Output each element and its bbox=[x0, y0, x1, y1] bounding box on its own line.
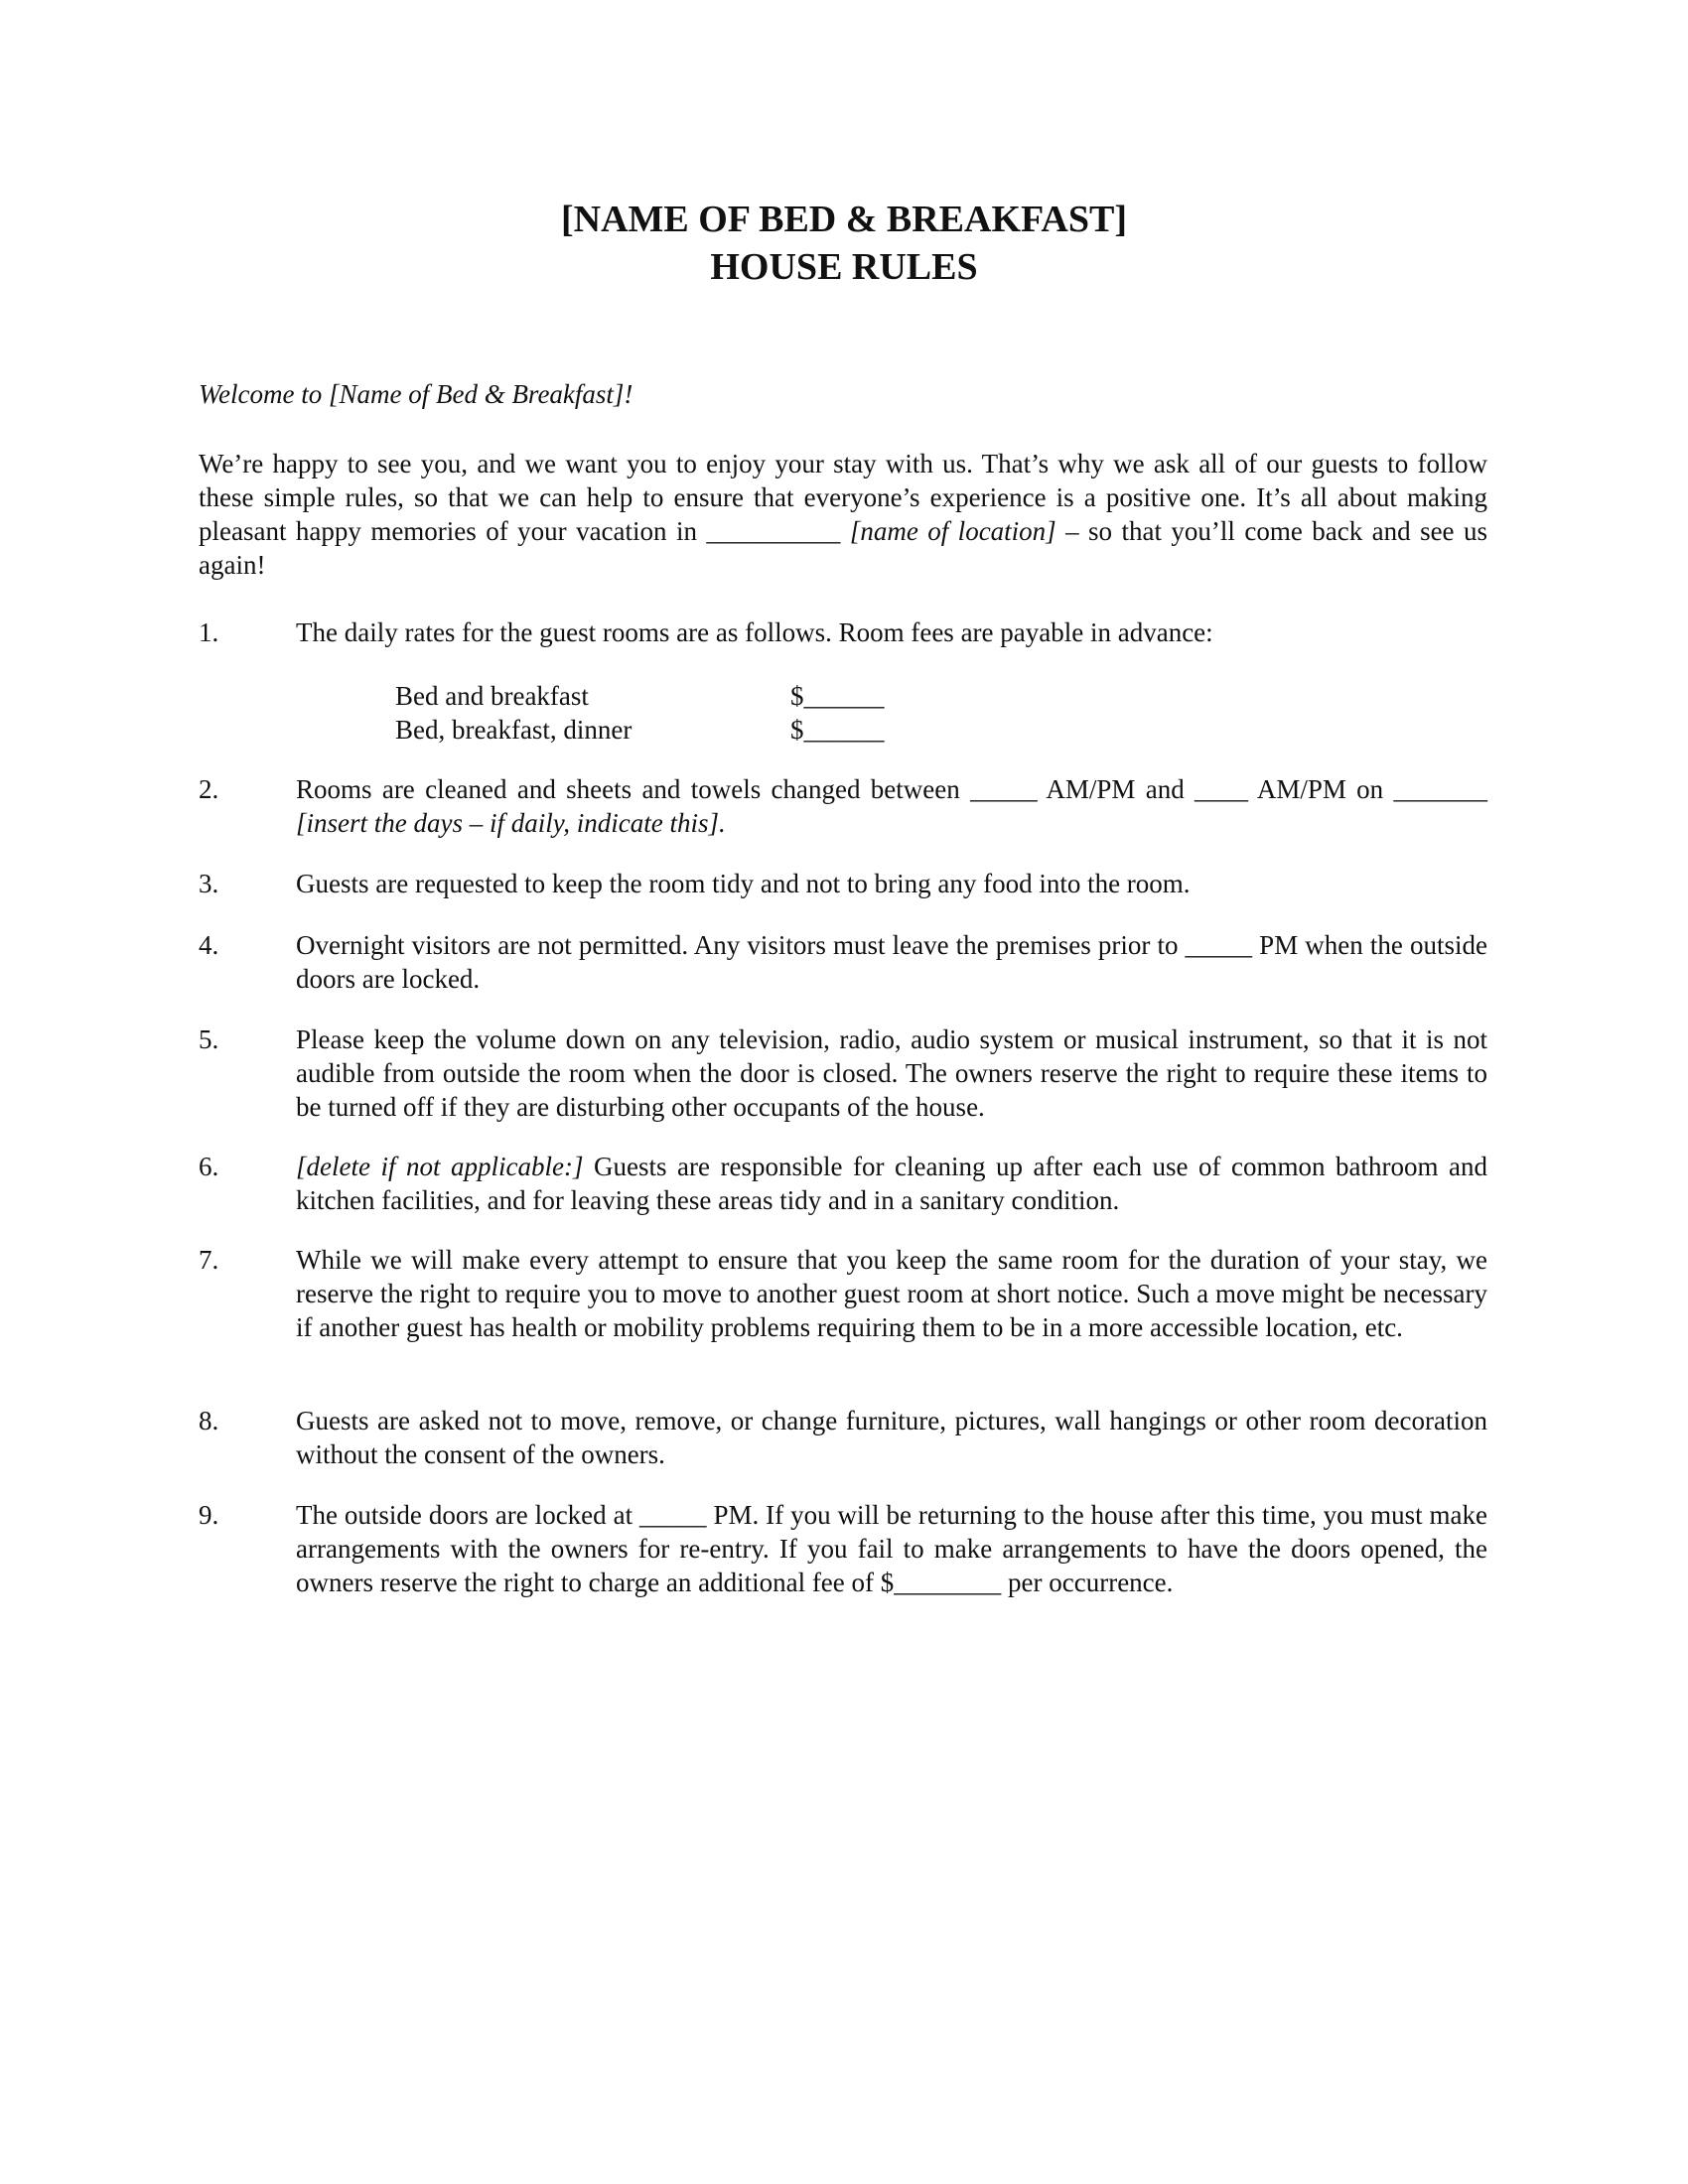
rule-text bbox=[296, 1150, 1487, 1217]
rule-number: 6. bbox=[199, 1152, 219, 1181]
intro-location-placeholder: [name of location] bbox=[849, 516, 1056, 546]
rule-text: Please keep the volume down on any television, radio, audio system or musical instrument, so that it is not audible from outside the room when the door is closed. The owners reserve the right to require these items to be turned off if they are disturbing other occupants of the house. bbox=[296, 1024, 1487, 1122]
rule-number: 4. bbox=[199, 930, 219, 960]
rate-amount: $______ bbox=[790, 715, 885, 745]
rule-text-italic: [delete if not applicable:] bbox=[296, 1152, 584, 1181]
rule-text: The outside doors are locked at _____ PM. If you will be returning to the house after this time, you must make arrangements with the owners for re-entry. If you fail to make arrangements to have the doors opened, the owners reserve the right to charge an additional fee of $________ per occurrence. bbox=[296, 1500, 1487, 1597]
intro-paragraph bbox=[199, 447, 1487, 582]
document-subtitle: HOUSE RULES bbox=[710, 246, 978, 288]
rule-number: 2. bbox=[199, 774, 219, 804]
rule-number: 5. bbox=[199, 1024, 219, 1054]
rule-text-italic: [insert the days – if daily, indicate this]. bbox=[296, 808, 726, 838]
rule-number: 8. bbox=[199, 1406, 219, 1435]
rule-text: Guests are requested to keep the room tidy and not to bring any food into the room. bbox=[296, 869, 1191, 898]
rule-text: The daily rates for the guest rooms are as follows. Room fees are payable in advance: bbox=[296, 617, 1213, 647]
intro-text-part2: – so that you’ll come back and see us again! bbox=[199, 516, 1487, 580]
rule-text: Overnight visitors are not permitted. Any visitors must leave the premises prior to _____ PM when the outside doors are locked. bbox=[296, 930, 1487, 994]
rule-number: 9. bbox=[199, 1500, 219, 1530]
intro-text-part1: We’re happy to see you, and we want you to enjoy your stay with us. That’s why we ask all of our guests to follow these simple rules, so that we can help to ensure that everyone’s experience is a positive one. It’s all about making pleasant happy memories of your vacation in __________ bbox=[199, 449, 1487, 546]
rule-text bbox=[296, 772, 1487, 840]
welcome-line: Welcome to [Name of Bed & Breakfast]! bbox=[199, 379, 633, 409]
rule-text-main: Guests are responsible for cleaning up after each use of common bathroom and kitchen facilities, and for leaving these areas tidy and in a sanitary condition. bbox=[296, 1152, 1488, 1215]
rate-amount: $______ bbox=[790, 681, 885, 711]
rule-number: 7. bbox=[199, 1245, 219, 1275]
rule-number: 3. bbox=[199, 869, 219, 898]
rule-number: 1. bbox=[199, 617, 219, 647]
document-title: [NAME OF BED & BREAKFAST] bbox=[561, 199, 1127, 240]
rule-text-main: Rooms are cleaned and sheets and towels changed between _____ AM/PM and ____ AM/PM on _______ bbox=[296, 774, 1487, 804]
rate-label: Bed, breakfast, dinner bbox=[395, 715, 633, 745]
rule-text: Guests are asked not to move, remove, or change furniture, pictures, wall hangings or other room decoration without the consent of the owners. bbox=[296, 1406, 1487, 1469]
rule-text: While we will make every attempt to ensure that you keep the same room for the duration of your stay, we reserve the right to require you to move to another guest room at short notice. Such a move might be necessary if another guest has health or mobility problems requiring them to be in a more accessible location, etc. bbox=[296, 1245, 1487, 1342]
rate-label: Bed and breakfast bbox=[395, 681, 589, 711]
